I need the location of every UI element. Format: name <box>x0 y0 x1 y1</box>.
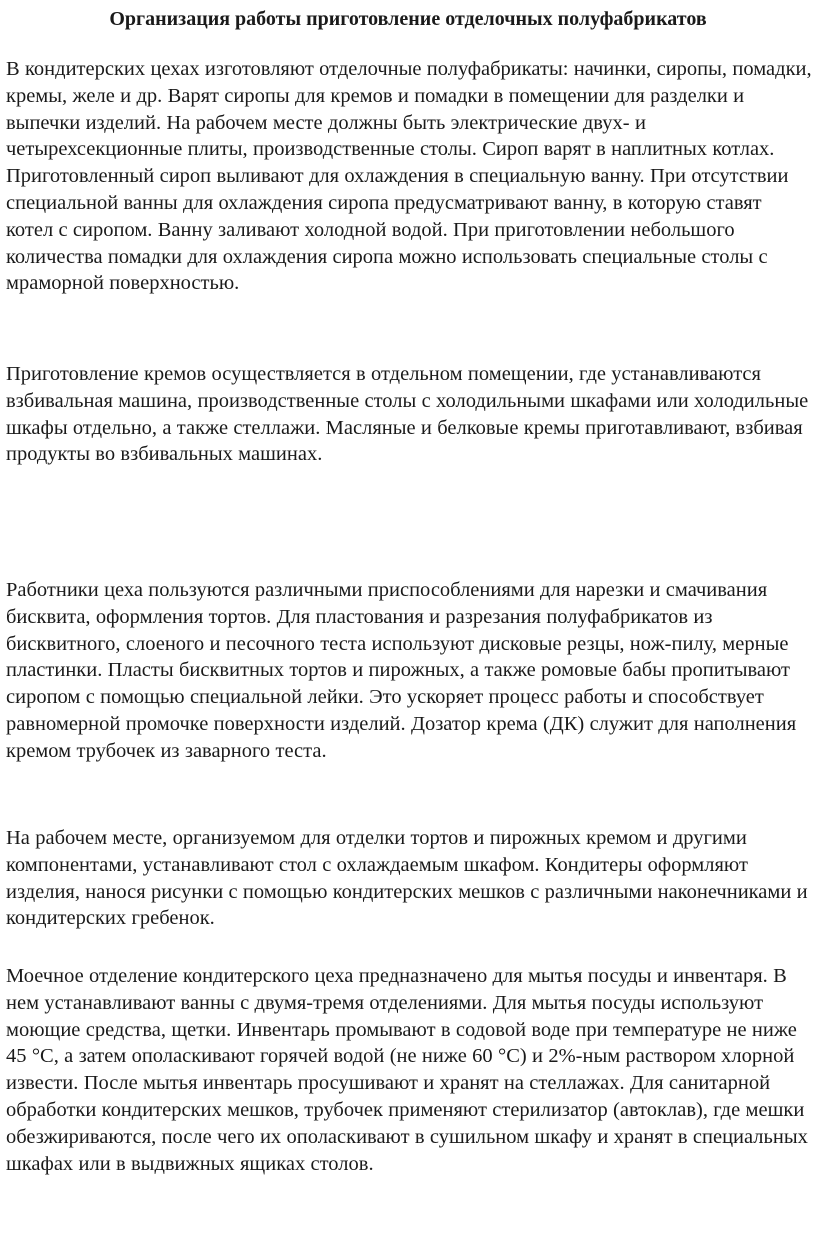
paragraph-creams: Приготовление кремов осуществляется в отдельном помещении, где устанавливаются взбивальная машина, производственные столы с холодильными шкафами или холодильные шкафы отдельно, а также стеллажи. Масляные и белковые кремы приготавливают, взбивая продукты во взбивальных машинах. <box>6 363 809 466</box>
paragraph-syrups: В кондитерских цехах изготовляют отделочные полуфабрикаты: начинки, сиропы, помадки, кремы, желе и др. Варят сиропы для кремов и помадки в помещении для разделки и выпечки изделий. На рабочем месте должны быть электрические двух- и четырехсекционные плиты, производственные столы. Сироп варят в наплитных котлах. Приготовленный сироп выливают для охлаждения в специальную ванну. При отсутствии специальной ванны для охлаждения сиропа предусматривают ванну, в которую ставят котел с сиропом. Ванну заливают холодной водой. При приготовлении небольшого количества помадки для охлаждения сиропа можно использовать специальные столы с мраморной поверхностью. <box>6 58 812 295</box>
paragraph-tools: Работники цеха пользуются различными приспособлениями для нарезки и смачивания бисквита, оформления тортов. Для пластования и разрезания полуфабрикатов из бисквитного, слоеного и песочного теста используют дисковые резцы, нож-пилу, мерные пластинки. Пласты бисквитных тортов и пирожных, а также ромовые бабы пропитывают сиропом с помощью специальной лейки. Это ускоряет процесс работы и способствует равномерной промочке поверхности изделий. Дозатор крема (ДК) служит для наполнения кремом трубочек из заварного теста. <box>6 579 797 762</box>
paragraph-decoration: На рабочем месте, организуемом для отделки тортов и пирожных кремом и другими компонентами, устанавливают стол с охлаждаемым шкафом. Кондитеры оформляют изделия, нанося рисунки с помощью кондитерских мешков с различными наконечниками и кондитерских гребенок. <box>6 827 808 930</box>
document-title: Организация работы приготовление отделочных полуфабрикатов <box>109 8 707 30</box>
paragraph-washing: Моечное отделение кондитерского цеха предназначено для мытья посуды и инвентаря. В нем устанавливают ванны с двумя-тремя отделениями. Для мытья посуды используют моющие средства, щетки. Инвентарь промывают в содовой воде при температуре не ниже 45 °С, а затем ополаскивают горячей водой (не ниже 60 °С) и 2%-ным раствором хлорной извести. После мытья инвентарь просушивают и хранят на стеллажах. Для санитарной обработки кондитерских мешков, трубочек применяют стерилизатор (автоклав), где мешки обезжириваются, после чего их ополаскивают в сушильном шкафу и хранят в специальных шкафах или в выдвижных ящиках столов. <box>6 965 808 1175</box>
title-container <box>0 4 816 32</box>
